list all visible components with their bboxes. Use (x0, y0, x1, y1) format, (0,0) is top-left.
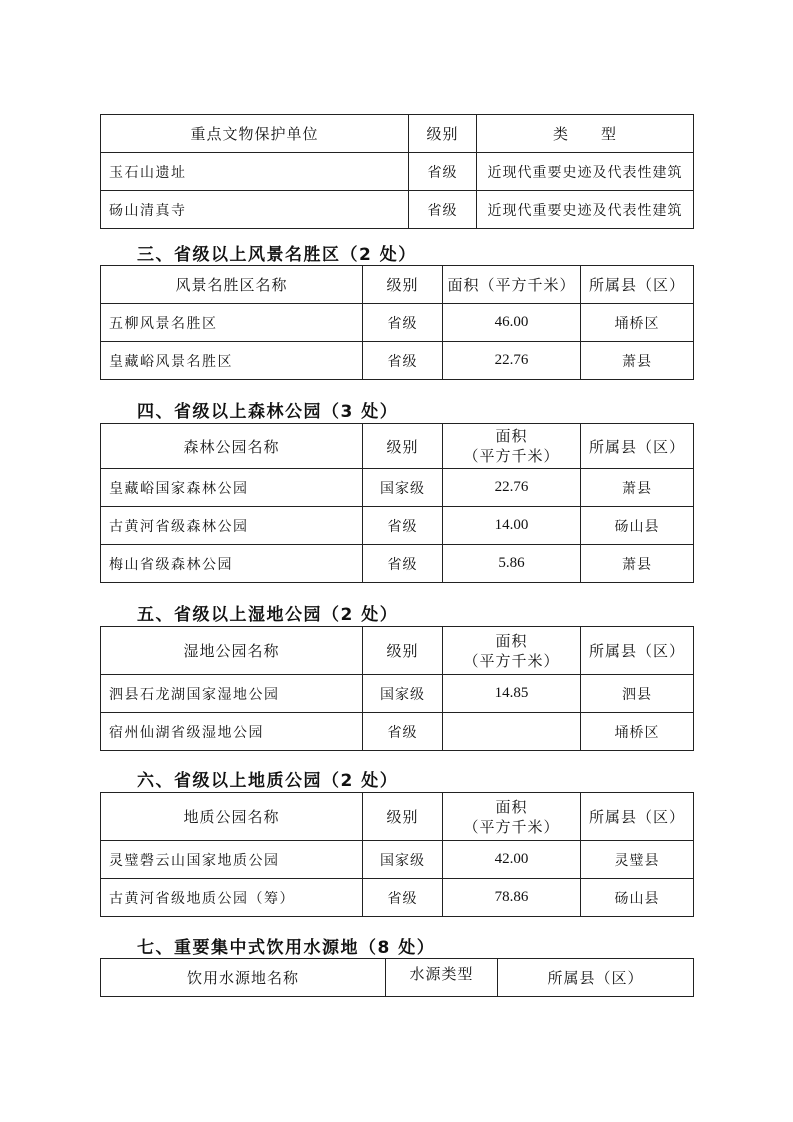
level: 省级 (363, 545, 443, 583)
table-row (101, 675, 694, 713)
column-header: 所属县（区） (581, 424, 694, 469)
park-name: 古黄河省级森林公园 (101, 507, 363, 545)
column-header: 所属县（区） (581, 266, 694, 304)
relics-table (100, 114, 694, 229)
table-row (101, 545, 694, 583)
section-heading-forest-parks: 四、省级以上森林公园（3 处） (137, 402, 399, 422)
header-line: 面积 (495, 797, 528, 816)
county: 泗县 (581, 675, 694, 713)
county: 埇桥区 (581, 304, 694, 342)
header-line: （平方千米） (463, 651, 560, 670)
column-header: 风景名胜区名称 (101, 266, 363, 304)
header-line: 面积 (495, 427, 528, 445)
park-name: 古黄河省级地质公园（筹） (101, 879, 363, 917)
column-header: 类 型 (477, 115, 694, 153)
area-size: 22.76 (443, 342, 581, 380)
relic-name: 玉石山遗址 (101, 153, 409, 191)
level: 国家级 (363, 469, 443, 507)
county: 萧县 (581, 342, 694, 380)
column-header: 级别 (363, 266, 443, 304)
park-name: 灵璧磬云山国家地质公园 (101, 841, 363, 879)
table-row (101, 191, 694, 229)
column-header: 湿地公园名称 (101, 627, 363, 675)
header-line: （平方千米） (463, 817, 560, 836)
level: 省级 (409, 153, 477, 191)
table-row (101, 713, 694, 751)
table-row (101, 469, 694, 507)
level: 省级 (363, 507, 443, 545)
section-heading-geoparks: 六、省级以上地质公园（2 处） (137, 771, 399, 791)
relic-name: 砀山清真寺 (101, 191, 409, 229)
table-row (101, 304, 694, 342)
county: 砀山县 (581, 879, 694, 917)
column-header: 级别 (409, 115, 477, 153)
column-header: 所属县（区） (581, 793, 694, 841)
geoparks-table (100, 792, 694, 917)
column-header: 所属县（区） (581, 627, 694, 675)
area-size (443, 713, 581, 751)
column-header-area (443, 627, 581, 675)
table-row (101, 507, 694, 545)
table-row (101, 879, 694, 917)
area-size: 78.86 (443, 879, 581, 917)
forest-parks-table (100, 423, 694, 583)
area-name: 五柳风景名胜区 (101, 304, 363, 342)
county: 萧县 (581, 469, 694, 507)
scenic-areas-table (100, 265, 694, 380)
county: 灵璧县 (581, 841, 694, 879)
column-header: 面积（平方千米） (443, 266, 581, 304)
table-row (101, 153, 694, 191)
column-header: 森林公园名称 (101, 424, 363, 469)
wetland-parks-table (100, 626, 694, 751)
area-name: 皇藏峪风景名胜区 (101, 342, 363, 380)
area-size: 42.00 (443, 841, 581, 879)
area-size: 14.85 (443, 675, 581, 713)
water-sources-table (100, 958, 694, 997)
table-header-row (101, 115, 694, 153)
table-header-row (101, 424, 694, 469)
column-header: 饮用水源地名称 (101, 959, 386, 997)
county: 萧县 (581, 545, 694, 583)
level: 省级 (363, 713, 443, 751)
level: 省级 (363, 879, 443, 917)
column-header: 级别 (363, 793, 443, 841)
park-name: 皇藏峪国家森林公园 (101, 469, 363, 507)
column-header-area (443, 793, 581, 841)
park-name: 梅山省级森林公园 (101, 545, 363, 583)
section-heading-water-sources: 七、重要集中式饮用水源地（8 处） (137, 938, 436, 958)
park-name: 泗县石龙湖国家湿地公园 (101, 675, 363, 713)
park-name: 宿州仙湖省级湿地公园 (101, 713, 363, 751)
column-header: 所属县（区） (498, 959, 694, 997)
section-heading-wetland-parks: 五、省级以上湿地公园（2 处） (137, 605, 399, 625)
column-header: 水源类型 (386, 959, 498, 997)
table-header-row (101, 793, 694, 841)
column-header-area (443, 424, 581, 469)
column-header: 地质公园名称 (101, 793, 363, 841)
relic-type: 近现代重要史迹及代表性建筑 (477, 153, 694, 191)
header-line: （平方千米） (463, 447, 560, 465)
area-size: 46.00 (443, 304, 581, 342)
table-row (101, 342, 694, 380)
area-size: 14.00 (443, 507, 581, 545)
level: 国家级 (363, 675, 443, 713)
table-header-row (101, 627, 694, 675)
county: 埇桥区 (581, 713, 694, 751)
column-header: 级别 (363, 424, 443, 469)
area-size: 22.76 (443, 469, 581, 507)
level: 省级 (363, 304, 443, 342)
level: 国家级 (363, 841, 443, 879)
column-header: 重点文物保护单位 (101, 115, 409, 153)
level: 省级 (409, 191, 477, 229)
table-header-row (101, 266, 694, 304)
table-row (101, 841, 694, 879)
header-line: 面积 (495, 631, 528, 650)
column-header: 级别 (363, 627, 443, 675)
county: 砀山县 (581, 507, 694, 545)
relic-type: 近现代重要史迹及代表性建筑 (477, 191, 694, 229)
area-size: 5.86 (443, 545, 581, 583)
table-header-row (101, 959, 694, 997)
level: 省级 (363, 342, 443, 380)
section-heading-scenic-areas: 三、省级以上风景名胜区（2 处） (137, 245, 417, 265)
